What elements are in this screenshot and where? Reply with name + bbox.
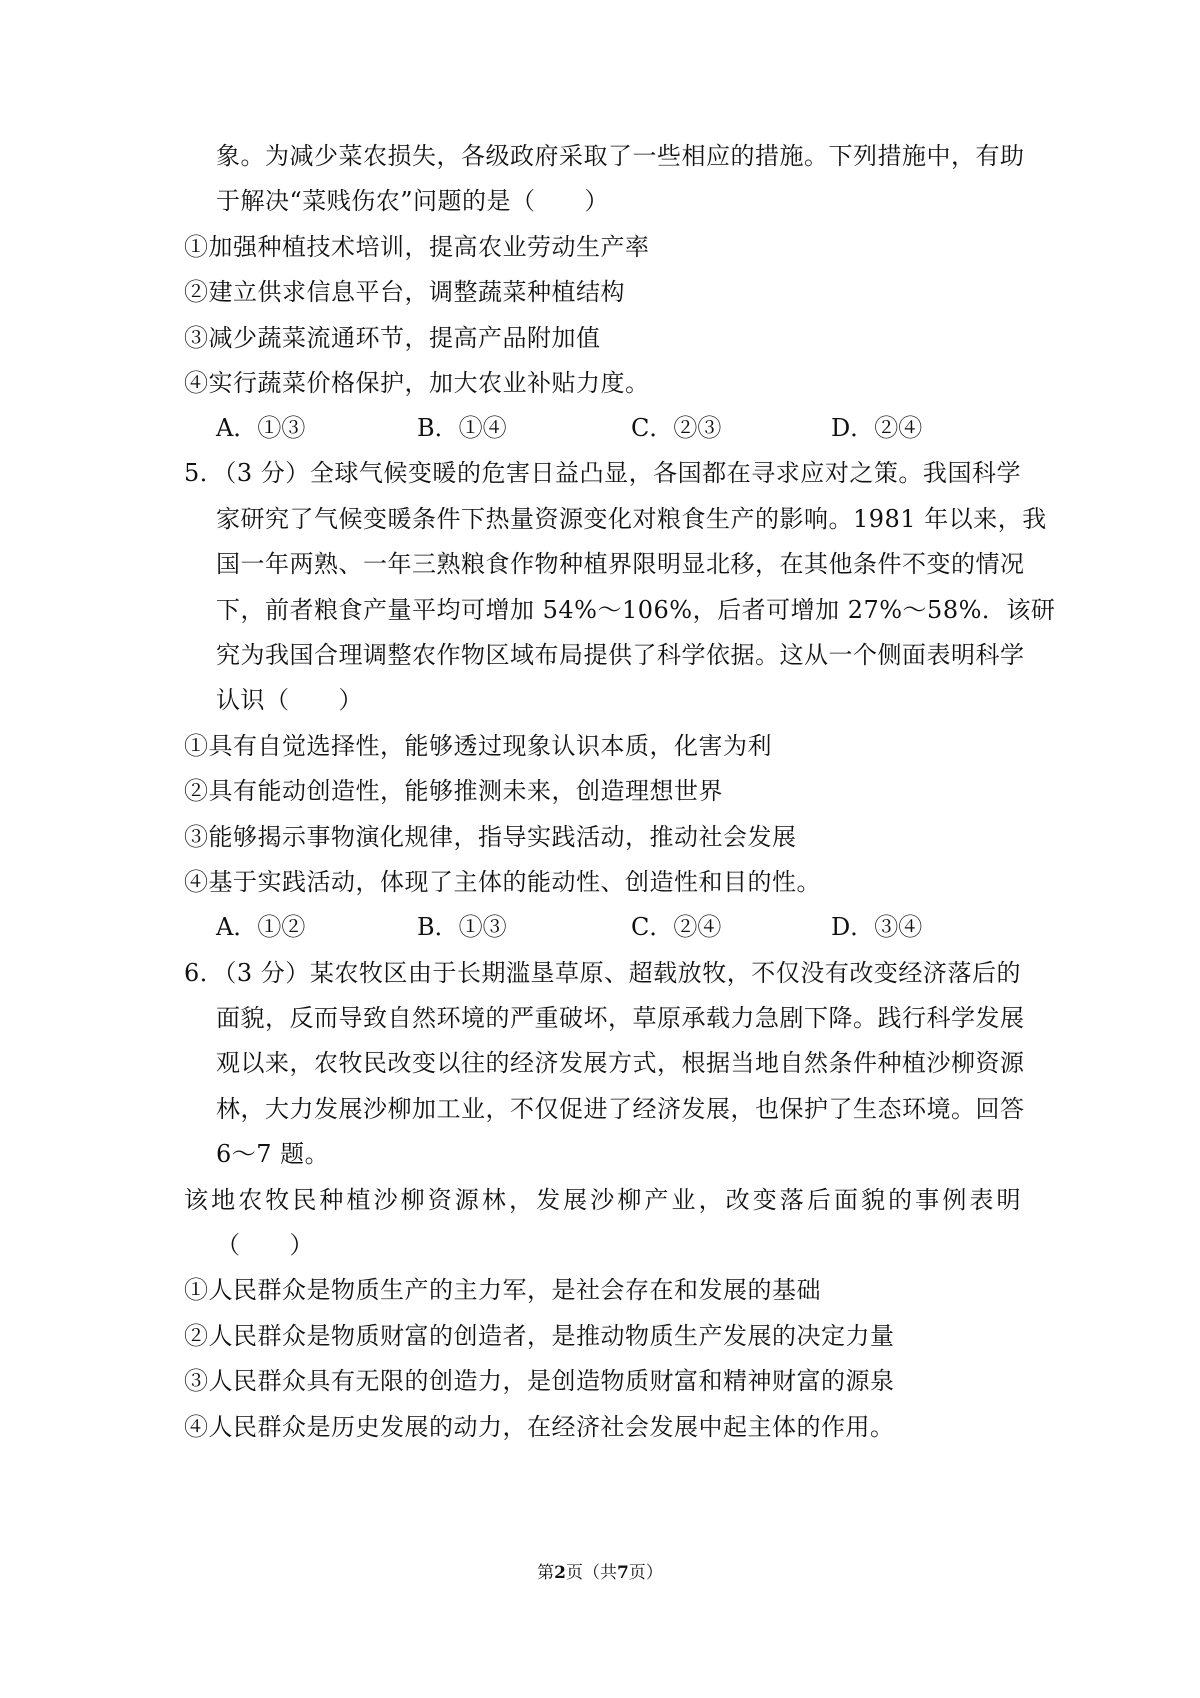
q5-stem-line-4: 下，前者粮食产量平均可增加 54%～106%，后者可增加 27%～58%．该研 [216,596,1056,624]
q6-item-2: ②人民群众是物质财富的创造者，是推动物质生产发展的决定力量 [184,1322,895,1350]
q6-stem-line-1: 6．（3 分）某农牧区由于长期滥垦草原、超载放牧，不仅没有改变经济落后的 [184,959,1021,987]
q5-stem-line-1: 5．（3 分）全球气候变暖的危害日益凸显，各国都在寻求应对之策。我国科学 [184,459,1021,487]
q6-sub-stem-line-1: 该地农牧民种植沙柳资源林，发展沙柳产业，改变落后面貌的事例表明 [184,1186,1021,1214]
q5-option-d: D．③④ [831,913,923,941]
q4-item-4: ④实行蔬菜价格保护，加大农业补贴力度。 [184,369,650,397]
q6-stem-line-4: 林，大力发展沙柳加工业，不仅促进了经济发展，也保护了生态环境。回答 [216,1095,1025,1123]
q5-item-2: ②具有能动创造性，能够推测未来，创造理想世界 [184,777,723,805]
q6-stem-line-3: 观以来，农牧民改变以往的经济发展方式，根据当地自然条件种植沙柳资源 [216,1049,1025,1077]
q5-option-a: A．①② [216,913,306,941]
q4-option-c: C．②③ [631,414,722,442]
q5-item-4: ④基于实践活动，体现了主体的能动性、创造性和目的性。 [184,868,821,896]
footer-suffix: 页） [628,1563,663,1583]
q4-option-d: D．②④ [831,414,923,442]
q4-item-2: ②建立供求信息平台，调整蔬菜种植结构 [184,278,625,306]
q5-item-3: ③能够揭示事物演化规律，指导实践活动，推动社会发展 [184,823,797,851]
footer-prefix: 第 [537,1563,555,1583]
q5-stem-line-2: 家研究了气候变暖条件下热量资源变化对粮食生产的影响。1981 年以来，我 [216,505,1047,533]
footer-mid: 页（共 [566,1563,617,1583]
q5-stem-line-6: 认识（ ） [216,686,363,714]
footer-page-number: 2 [554,1563,566,1583]
q4-item-3: ③减少蔬菜流通环节，提高产品附加值 [184,324,601,352]
q6-stem-line-5: 6～7 题。 [216,1140,330,1168]
q5-option-c: C．②④ [631,913,722,941]
q4-option-b: B．①④ [417,414,507,442]
q5-item-1: ①具有自觉选择性，能够透过现象认识本质，化害为利 [184,732,772,760]
q4-item-1: ①加强种植技术培训，提高农业劳动生产率 [184,233,650,261]
q4-stem-line-2: 于解决“菜贱伤农”问题的是（ ） [216,187,610,215]
page-footer [0,1562,1200,1584]
q6-item-4: ④人民群众是历史发展的动力，在经济社会发展中起主体的作用。 [184,1413,895,1441]
q6-stem-line-2: 面貌，反而导致自然环境的严重破坏，草原承载力急剧下降。践行科学发展 [216,1004,1025,1032]
footer-total-pages: 7 [617,1563,629,1583]
q5-stem-line-5: 究为我国合理调整农作物区域布局提供了科学依据。这从一个侧面表明科学 [216,641,1025,669]
q5-stem-line-3: 国一年两熟、一年三熟粮食作物种植界限明显北移，在其他条件不变的情况 [216,550,1025,578]
q6-sub-stem-line-2: （ ） [216,1231,314,1259]
q6-item-3: ③人民群众具有无限的创造力，是创造物质财富和精神财富的源泉 [184,1367,895,1395]
q5-option-b: B．①③ [417,913,507,941]
q6-item-1: ①人民群众是物质生产的主力军，是社会存在和发展的基础 [184,1276,821,1304]
q4-stem-line-1: 象。为减少菜农损失，各级政府采取了一些相应的措施。下列措施中，有助 [216,142,1025,170]
q4-option-a: A．①③ [216,414,306,442]
